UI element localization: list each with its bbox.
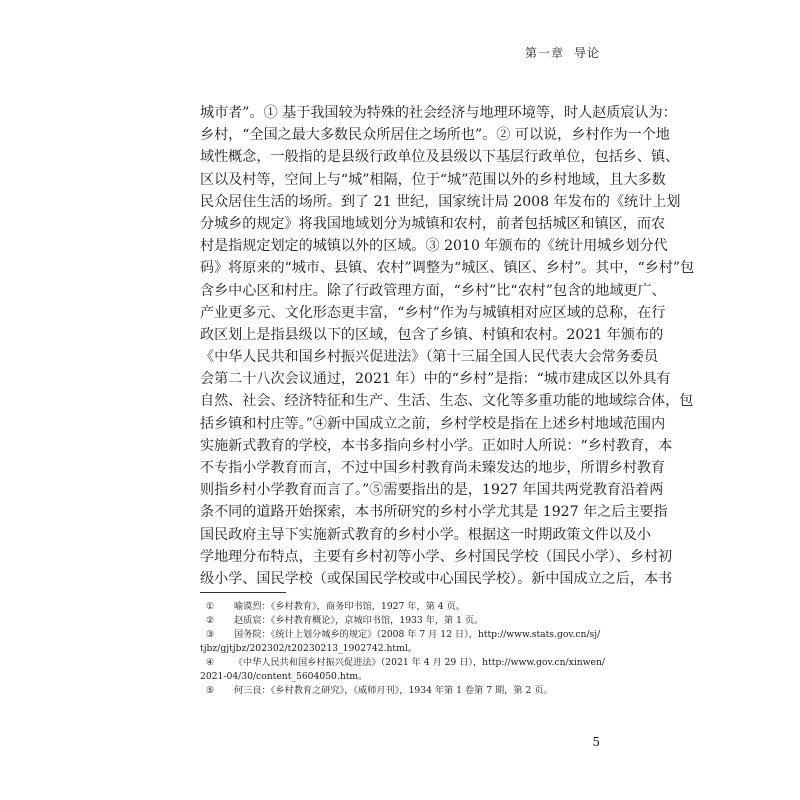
chapter-title: 导论 [573,46,600,60]
footnote-text: 何三良：《乡村教育之研究》，《威师月刊》，1934 年第 1 卷第 7 期，第 2 页。 [234,685,553,696]
footnote-text: 喻谟烈：《乡村教育》，商务印书馆，1927 年，第 4 页。 [234,601,465,612]
body-line: 码》将原来的“城市、县镇、农村”调整为“城区、镇区、乡村”。其中，“乡村”包 [200,260,695,277]
footnote-number: ② [206,615,215,626]
body-line: 产业更多元、文化形态更丰富，“乡村”作为与城镇相对应区域的总称，在行 [200,304,666,321]
footnote-number: ④ [206,657,215,668]
page-number: 5 [592,735,600,749]
body-line: 分城乡的规定》将我国地域划分为城镇和农村，前者包括城区和镇区，而农 [200,215,666,232]
body-line: 自然、社会、经济特征和生产、生活、生态、文化等多重功能的地域综合体，包 [200,393,694,410]
body-line: 政区划上是指县级以下的区域，包含了乡镇、村镇和农村。2021 年颁布的 [200,326,664,343]
body-line: 括乡镇和村庄等。”④新中国成立之前，乡村学校是指在上述乡村地域范围内 [200,415,666,432]
footnote-text: 国务院：《统计上划分城乡的规定》（2008 年 7 月 12 日），http://www.stats.gov.cn/sj/ [234,629,601,640]
footnotes [200,600,605,698]
body-line: 城市者”。① 基于我国较为特殊的社会经济与地理环境等，时人赵质宸认为： [200,105,677,121]
body-text [200,102,695,590]
body-line: 村是指规定划定的城镇以外的区域。③ 2010 年颁布的《统计用城乡划分代 [200,238,668,255]
footnote-text: 赵质宸：《乡村教育概论》，京城印书馆，1933 年，第 1 页。 [234,615,484,626]
footnote [200,600,605,614]
body-line: 实施新式教育的学校，本书多指向乡村小学。正如时人所说：“乡村教育，本 [200,437,673,454]
body-line: 条不同的道路开始探索，本书所研究的乡村小学尤其是 1927 年之后主要指 [200,504,668,521]
body-line: 学地理分布特点，主要有乡村初等小学、乡村国民学校（国民小学）、乡村初 [200,548,673,565]
footnote-divider [200,592,286,593]
footnote [200,614,605,628]
footnote-number: ⑤ [206,685,215,696]
footnote [200,684,605,698]
chapter-label: 第一章 [524,46,564,60]
running-header [525,44,600,61]
body-line: 会第二十八次会议通过，2021 年）中的“乡村”是指：“城市建成区以外具有 [200,371,671,388]
footnote-text: 《中华人民共和国乡村振兴促进法》（2021 年 4 月 29 日），http://www.gov.cn/xinwen/ [233,657,605,668]
body-line: 含乡中心区和村庄。除了行政管理方面，“乡村”比“农村”包含的地域更广、 [200,282,666,299]
footnote [200,628,605,642]
body-line: 则指乡村小学教育而言了。”⑤需要指出的是，1927 年国共两党教育沿着两 [200,482,664,499]
body-line: 级小学、国民学校（或保国民学校或中心国民学校）。新中国成立之后，本书 [200,570,673,587]
body-line: 区以及村等，空间上与“城”相隔，位于“城”范围以外的乡村地域，且大多数 [200,171,666,188]
body-line: 国民政府主导下实施新式教育的乡村小学。根据这一时期政策文件以及小 [200,526,651,543]
footnote-number: ③ [206,629,215,640]
footnote-number: ① [206,601,215,612]
body-line: 《中华人民共和国乡村振兴促进法》（第十三届全国人民代表大会常务委员 [200,349,659,366]
body-line: 民众居住生活的场所。到了 21 世纪，国家统计局 2008 年发布的《统计上划 [200,193,681,210]
footnote-continuation: 2021-04/30/content_5604050.htm。 [200,671,368,682]
footnote-continuation: tjbz/gjtjbz/202302/t20230213_1902742.html。 [200,643,417,654]
body-line: 乡村，“全国之最大多数民众所居住之场所也”。② 可以说，乡村作为一个地 [200,127,670,144]
body-line: 不专指小学教育而言，不过中国乡村教育尚未臻发达的地步，所谓乡村教育 [200,460,666,476]
footnote [200,656,605,670]
body-line: 域性概念，一般指的是县级行政单位及县级以下基层行政单位，包括乡、镇、 [200,149,680,166]
